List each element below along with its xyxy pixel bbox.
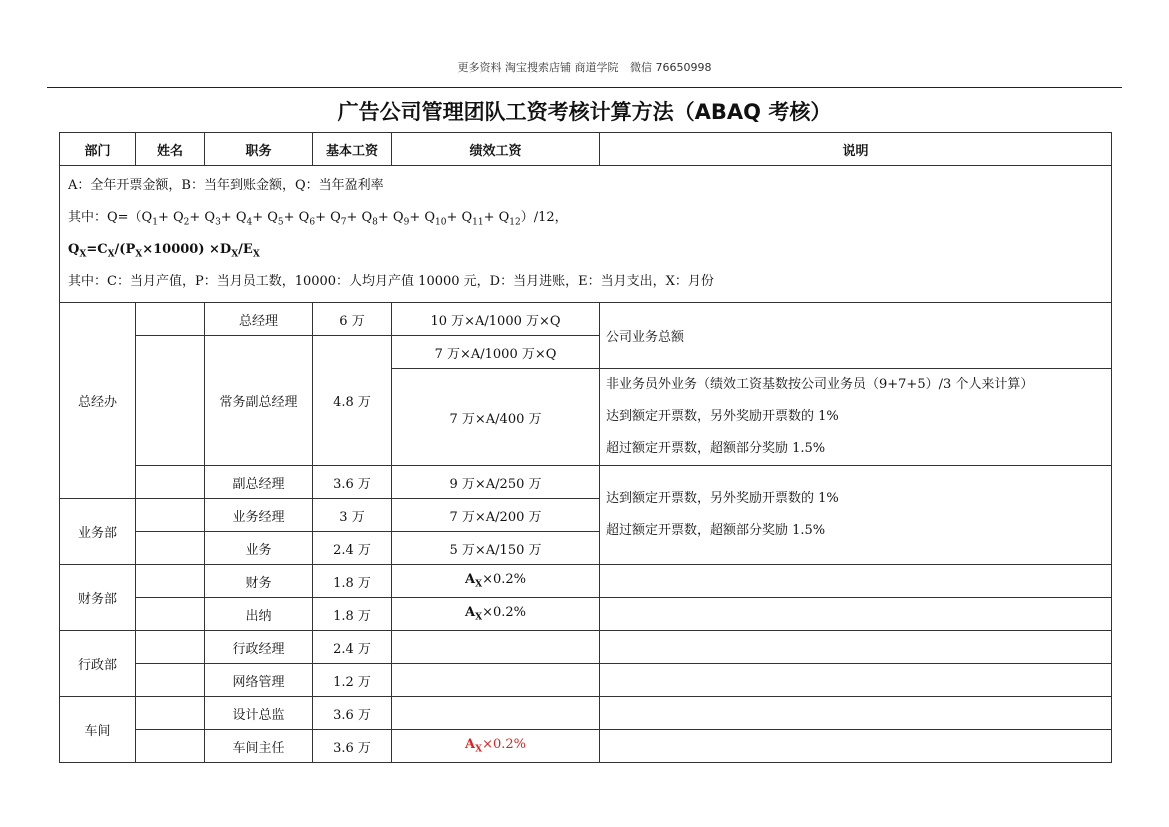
base-salary-cell: 2.4 万 <box>313 532 392 565</box>
position-cell: 副总经理 <box>205 466 313 499</box>
col-header-desc: 说明 <box>600 133 1112 166</box>
salary-table <box>59 132 1112 763</box>
position-cell: 总经理 <box>205 303 313 336</box>
perf-salary-cell: $A_X\times 0.2\%$ <box>392 598 600 631</box>
col-header-dept: 部门 <box>60 133 136 166</box>
name-cell <box>136 466 205 499</box>
name-cell <box>136 303 205 336</box>
position-cell: 业务 <box>205 532 313 565</box>
dept-cell: 业务部 <box>60 499 136 565</box>
desc-cell <box>600 598 1112 631</box>
perf-salary-cell: 7 万×A/1000 万×Q <box>392 336 600 369</box>
perf-salary-cell <box>392 697 600 730</box>
col-header-position: 职务 <box>205 133 313 166</box>
dept-cell: 车间 <box>60 697 136 763</box>
position-cell: 出纳 <box>205 598 313 631</box>
dept-cell: 财务部 <box>60 565 136 631</box>
formula-line-1: A：全年开票金额，B：当年到账金额，Q：当年盈利率 <box>68 178 384 193</box>
desc-cell <box>600 565 1112 598</box>
dept-cell: 总经办 <box>60 303 136 499</box>
perf-salary-cell: 9 万×A/250 万 <box>392 466 600 499</box>
position-cell: 设计总监 <box>205 697 313 730</box>
position-cell: 车间主任 <box>205 730 313 763</box>
name-cell <box>136 631 205 664</box>
desc-cell: 公司业务总额 <box>600 303 1112 369</box>
position-cell: 财务 <box>205 565 313 598</box>
perf-salary-cell: 10 万×A/1000 万×Q <box>392 303 600 336</box>
perf-salary-cell <box>392 631 600 664</box>
page-title: 广告公司管理团队工资考核计算方法（ABAQ 考核） <box>337 100 832 124</box>
perf-salary-cell-highlight: $A_X\times 0.2\%$ <box>392 730 600 763</box>
base-salary-cell: 3 万 <box>313 499 392 532</box>
perf-salary-cell: 5 万×A/150 万 <box>392 532 600 565</box>
formula-block <box>60 166 1112 303</box>
desc-cell: 非业务员外业务（绩效工资基数按公司业务员（9+7+5）/3 个人来计算） 达到额定开票数，另外奖励开票数的 1% 超过额定开票数，超额部分奖励 1.5% <box>600 369 1112 466</box>
base-salary-cell: 3.6 万 <box>313 697 392 730</box>
base-salary-cell: 1.8 万 <box>313 565 392 598</box>
formula-line-4: 其中：C：当月产值，P：当月员工数，10000：人均月产值 10000 元，D：当月进账，E：当月支出，X：月份 <box>68 274 714 289</box>
name-cell <box>136 532 205 565</box>
name-cell <box>136 499 205 532</box>
desc-cell <box>600 631 1112 664</box>
base-salary-cell: 1.8 万 <box>313 598 392 631</box>
perf-salary-cell: $A_X\times 0.2\%$ <box>392 565 600 598</box>
dept-cell: 行政部 <box>60 631 136 697</box>
name-cell <box>136 730 205 763</box>
perf-salary-cell <box>392 664 600 697</box>
base-salary-cell: 1.2 万 <box>313 664 392 697</box>
col-header-name: 姓名 <box>136 133 205 166</box>
header-note-text: 更多资料 淘宝搜索店铺 商道学院 <box>457 61 619 74</box>
header-wechat: 微信 76650998 <box>630 61 712 74</box>
name-cell <box>136 598 205 631</box>
formula-line-2: 其中：$Q=(Q_1+ Q_2+ Q_3+ Q_4+ Q_5+ Q_6+ Q_7+ Q_8+ Q_9+ Q_{10}+ Q_{11}+ Q_{12})/12$， <box>68 210 568 228</box>
desc-cell <box>600 664 1112 697</box>
name-cell <box>136 565 205 598</box>
desc-cell <box>600 730 1112 763</box>
formula-line-3: $Q_X=C_X/(P_X\times 10000) \times D_X/E_X$ <box>68 242 260 260</box>
perf-salary-cell: 7 万×A/200 万 <box>392 499 600 532</box>
col-header-perf: 绩效工资 <box>392 133 600 166</box>
perf-salary-cell: 7 万×A/400 万 <box>392 369 600 466</box>
base-salary-cell: 2.4 万 <box>313 631 392 664</box>
base-salary-cell: 6 万 <box>313 303 392 336</box>
position-cell: 业务经理 <box>205 499 313 532</box>
name-cell <box>136 697 205 730</box>
col-header-base: 基本工资 <box>313 133 392 166</box>
desc-cell <box>600 697 1112 730</box>
desc-cell: 达到额定开票数，另外奖励开票数的 1% 超过额定开票数，超额部分奖励 1.5% <box>600 466 1112 565</box>
base-salary-cell: 4.8 万 <box>313 336 392 466</box>
base-salary-cell: 3.6 万 <box>313 730 392 763</box>
header-note <box>0 59 1169 75</box>
base-salary-cell: 3.6 万 <box>313 466 392 499</box>
name-cell <box>136 336 205 466</box>
header-rule <box>47 87 1122 88</box>
position-cell: 常务副总经理 <box>205 336 313 466</box>
name-cell <box>136 664 205 697</box>
position-cell: 行政经理 <box>205 631 313 664</box>
position-cell: 网络管理 <box>205 664 313 697</box>
